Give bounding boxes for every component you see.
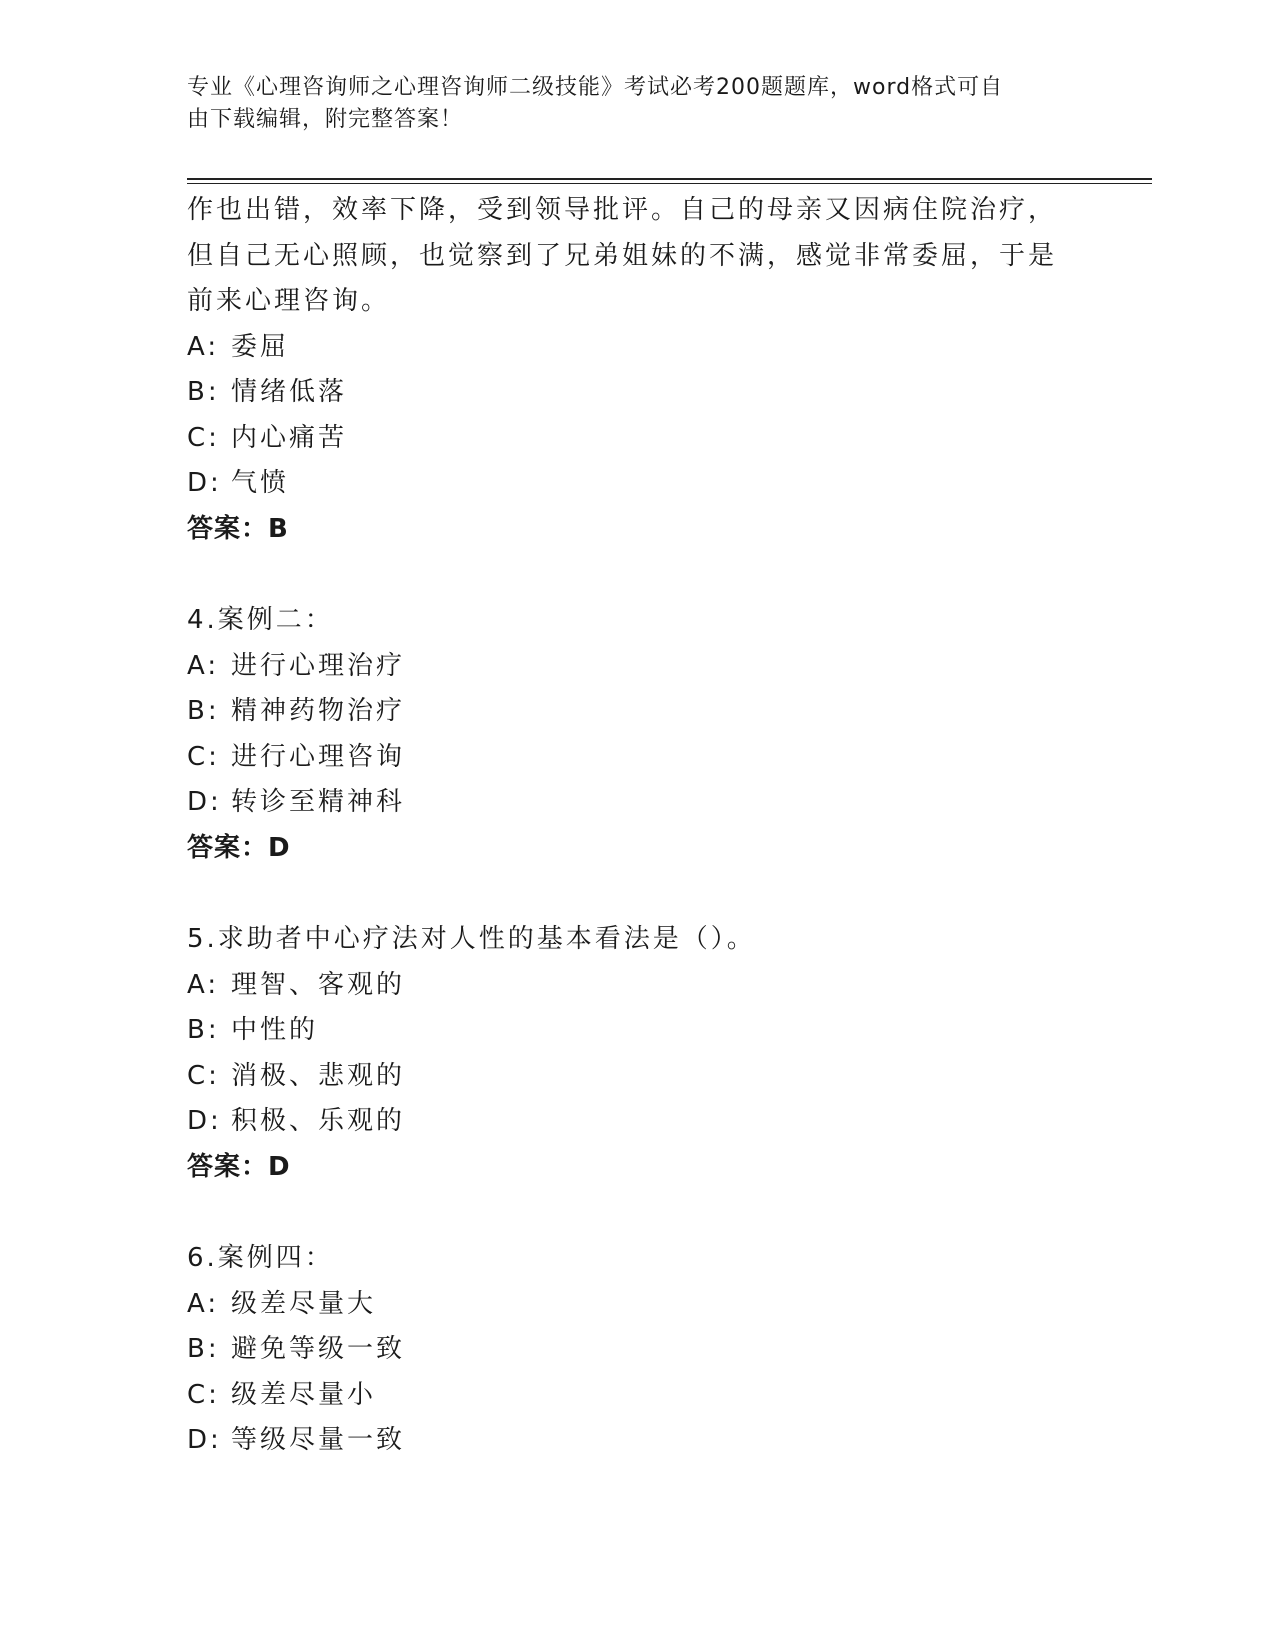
question-stem: 6.案例四： (187, 1243, 334, 1273)
spacer (187, 1190, 1147, 1236)
option-key: A: (187, 969, 220, 1000)
option-key: A: (187, 650, 220, 681)
question-3-continuation (187, 188, 1147, 552)
option-text: 内心痛苦 (231, 422, 348, 453)
option-text: 气愤 (231, 468, 290, 498)
option-d (187, 461, 1147, 507)
answer-line: 答案：B (187, 513, 289, 544)
option-text: 积极、乐观的 (231, 1106, 406, 1136)
document-body (187, 188, 1147, 1464)
option-d (187, 1099, 1147, 1145)
option-c (187, 416, 1147, 462)
header-line-1: 专业《心理咨询师之心理咨询师二级技能》考试必考200题题库，word格式可自 (187, 75, 1004, 100)
option-a (187, 325, 1147, 371)
option-d (187, 1418, 1147, 1464)
stem-line: 作也出错，效率下降，受到领导批评。自己的母亲又因病住院治疗， (187, 195, 1058, 225)
option-text: 精神药物治疗 (231, 696, 406, 726)
spacer (187, 871, 1147, 917)
option-key: D: (187, 468, 222, 498)
header-line-2: 由下载编辑，附完整答案！ (187, 107, 464, 132)
question-5 (187, 917, 1147, 1190)
option-key: A: (187, 331, 220, 362)
option-text: 中性的 (231, 1015, 319, 1045)
option-d (187, 780, 1147, 826)
option-text: 进行心理咨询 (231, 741, 406, 772)
option-a (187, 963, 1147, 1009)
spacer (187, 552, 1147, 598)
option-a (187, 644, 1147, 690)
option-text: 级差尽量大 (231, 1288, 377, 1319)
option-key: C: (187, 1060, 220, 1091)
question-6 (187, 1236, 1147, 1464)
option-key: D: (187, 1106, 222, 1136)
option-c (187, 1373, 1147, 1419)
option-key: C: (187, 422, 220, 453)
option-key: A: (187, 1288, 220, 1319)
option-text: 情绪低落 (231, 377, 348, 407)
option-b (187, 370, 1147, 416)
stem-line: 但自己无心照顾，也觉察到了兄弟姐妹的不满，感觉非常委屈，于是 (187, 240, 1058, 271)
question-stem: 4.案例二： (187, 605, 334, 635)
document-header (187, 72, 1087, 136)
option-c (187, 735, 1147, 781)
option-key: B: (187, 1015, 220, 1045)
stem-line: 前来心理咨询。 (187, 286, 391, 316)
option-text: 转诊至精神科 (231, 787, 406, 817)
option-key: D: (187, 787, 222, 817)
option-key: B: (187, 696, 220, 726)
option-c (187, 1054, 1147, 1100)
option-text: 级差尽量小 (231, 1379, 377, 1410)
question-stem: 5.求助者中心疗法对人性的基本看法是（）。 (187, 924, 756, 954)
header-divider-thin (187, 183, 1152, 184)
option-text: 进行心理治疗 (231, 650, 406, 681)
answer-line: 答案：D (187, 832, 291, 863)
option-b (187, 1327, 1147, 1373)
option-b (187, 1008, 1147, 1054)
option-key: B: (187, 1334, 220, 1364)
option-a (187, 1282, 1147, 1328)
question-4 (187, 598, 1147, 871)
option-b (187, 689, 1147, 735)
option-key: B: (187, 377, 220, 407)
answer-line: 答案：D (187, 1151, 291, 1182)
option-key: D: (187, 1425, 222, 1455)
option-key: C: (187, 1379, 220, 1410)
option-text: 理智、客观的 (231, 969, 406, 1000)
option-key: C: (187, 741, 220, 772)
option-text: 避免等级一致 (231, 1334, 406, 1364)
header-divider-thick (187, 178, 1152, 180)
option-text: 消极、悲观的 (231, 1060, 406, 1091)
option-text: 委屈 (231, 331, 290, 362)
option-text: 等级尽量一致 (231, 1425, 406, 1455)
